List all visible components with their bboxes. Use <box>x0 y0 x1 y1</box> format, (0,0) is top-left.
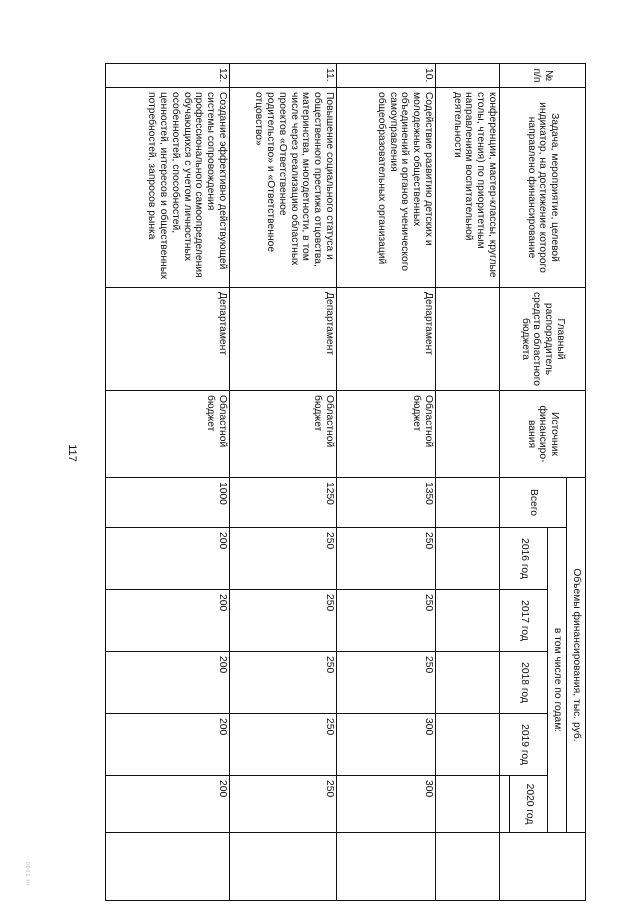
scan-watermark: 0001.tif <box>24 862 30 887</box>
row-total <box>436 478 500 528</box>
header-total: Всего <box>500 478 567 528</box>
row-manager: Департамент <box>337 288 436 391</box>
row-num <box>436 64 500 88</box>
row-total: 1000 <box>106 478 230 528</box>
header-task: Задача, мероприятие, целевой индикатор, на достижение которого направлено финансирование <box>500 88 586 288</box>
row-2016: 200 <box>106 528 230 590</box>
row-num: 10. <box>337 64 436 88</box>
header-funding: Объемы финансирования, тыс. руб. <box>567 478 586 833</box>
table-row <box>106 64 230 901</box>
row-num: 11. <box>230 64 337 88</box>
page-number: 117 <box>66 444 78 462</box>
row-2020 <box>436 776 500 833</box>
table-row <box>230 64 337 901</box>
row-2017: 250 <box>337 590 436 652</box>
row-task: Содействие развитию детских и молодежных общественных объединений и органов ученического самоуправления общеобразовательных организаций <box>337 88 436 288</box>
row-source: Областной бюджет <box>106 391 230 478</box>
row-manager: Департамент <box>230 288 337 391</box>
header-year-2020: 2020 год <box>510 776 548 833</box>
header-num: № п/п <box>500 64 586 88</box>
header-year-2016: 2016 год <box>500 528 548 590</box>
row-source <box>436 391 500 478</box>
header-source: Источник финансиро-вания <box>500 391 586 478</box>
row-extra <box>436 833 500 901</box>
row-2019: 250 <box>230 714 337 776</box>
row-task: Создание эффективно действующей системы сопровождения профессионального самоопределения обучающихся с учетом личностных особенностей, способностей, ценностей, интересов и общественных потребностей, запросов рынка <box>106 88 230 288</box>
row-2017: 200 <box>106 590 230 652</box>
row-2020: 300 <box>337 776 436 833</box>
row-total: 1350 <box>337 478 436 528</box>
row-source: Областной бюджет <box>230 391 337 478</box>
header-year-2019: 2019 год <box>500 714 548 776</box>
row-2018: 250 <box>230 652 337 714</box>
row-manager: Департамент <box>106 288 230 391</box>
row-task: Повышение социального статуса и общественного престижа отцовства, материнства, многодетности, в том числе через реализацию областных проектов «Ответственное родительство» и «Ответственное отцовство» <box>230 88 337 288</box>
row-2018: 200 <box>106 652 230 714</box>
row-2019 <box>436 714 500 776</box>
row-2019: 300 <box>337 714 436 776</box>
header-year-2020-sub <box>500 776 510 833</box>
row-total: 1250 <box>230 478 337 528</box>
row-2016: 250 <box>337 528 436 590</box>
table-row <box>436 64 500 901</box>
header-manager: Главный распорядитель средств областного бюджета <box>500 288 586 391</box>
row-task: конференции, мастер-классы, круглые столы, чтения) по приоритетным направлениям воспитательной деятельности <box>436 88 500 288</box>
financing-table-rotated <box>106 63 586 900</box>
header-year-2018: 2018 год <box>500 652 548 714</box>
row-extra <box>337 833 436 901</box>
row-extra <box>106 833 230 901</box>
header-by-year: в том числе по годам: <box>548 528 567 833</box>
row-manager <box>436 288 500 391</box>
table-row <box>337 64 436 901</box>
header-row-1 <box>567 64 586 901</box>
row-num: 12. <box>106 64 230 88</box>
header-extra-column <box>500 833 586 901</box>
row-2016: 250 <box>230 528 337 590</box>
row-source: Областной бюджет <box>337 391 436 478</box>
row-2018 <box>436 652 500 714</box>
financing-table <box>105 63 586 901</box>
row-2017 <box>436 590 500 652</box>
row-2017: 250 <box>230 590 337 652</box>
row-extra <box>230 833 337 901</box>
row-2016 <box>436 528 500 590</box>
header-year-2017: 2017 год <box>500 590 548 652</box>
row-2020: 250 <box>230 776 337 833</box>
row-2020: 200 <box>106 776 230 833</box>
row-2018: 250 <box>337 652 436 714</box>
row-2019: 200 <box>106 714 230 776</box>
